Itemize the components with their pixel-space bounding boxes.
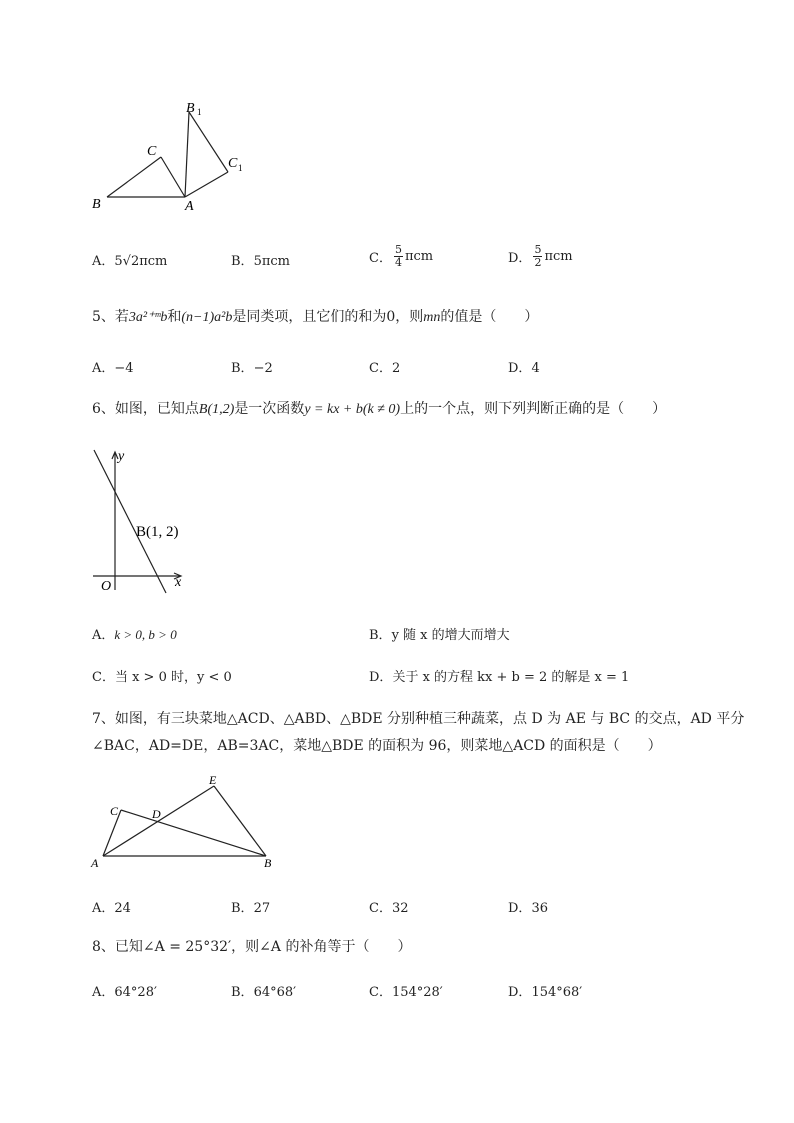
q6-option-c: C．当 x > 0 时，y < 0	[92, 670, 232, 685]
q7-option-a: A．24	[92, 901, 131, 916]
q8-option-a: A．64°28′	[92, 985, 157, 1000]
q4-option-b-text: 5πcm	[253, 254, 290, 269]
label-C: C	[110, 804, 119, 818]
q7-stem-line1: 7、如图，有三块菜地△ACD、△ABD、△BDE 分别种植三种蔬菜，点 D 为 AE 与 BC 的交点，AD 平分	[92, 711, 745, 727]
q5-option-b: B．−2	[231, 361, 273, 376]
segment-EB	[214, 786, 266, 856]
q8-option-d: D．154°68′	[508, 985, 583, 1000]
label-point-B: B(1, 2)	[136, 524, 179, 540]
q6-option-a: A．k > 0, b > 0	[92, 627, 177, 643]
segment-CB	[121, 810, 266, 856]
label-C: C	[147, 144, 157, 159]
label-A: A	[185, 199, 194, 214]
q4-option-d: D． 5 2 πcm	[508, 243, 573, 269]
segment-BC	[107, 157, 161, 197]
q7-option-d: D．36	[508, 901, 548, 916]
label-y: y	[118, 449, 125, 464]
q6-figure	[88, 445, 198, 595]
segment-B1C1	[189, 112, 228, 172]
q6-option-b: B．y 随 x 的增大而增大	[369, 628, 510, 643]
function-line	[94, 450, 166, 593]
q4-option-a: A．5√2πcm	[92, 254, 168, 269]
segment-CA	[161, 157, 185, 197]
q7-stem-line2: ∠BAC，AD=DE，AB=3AC，菜地△BDE 的面积为 96，则菜地△ACD 的面积是（ ）	[92, 738, 662, 754]
label-A: A	[91, 856, 99, 870]
q7-option-c: C．32	[369, 901, 409, 916]
label-C1: C	[228, 156, 238, 171]
q7-option-b: B．27	[231, 901, 271, 916]
q6-stem: 6、如图，已知点B(1,2)是一次函数y = kx + b(k ≠ 0)上的一个点，则下列判断正确的是（ ）	[92, 401, 667, 417]
label-E: E	[209, 773, 217, 787]
label-C1-sub: 1	[238, 163, 243, 173]
label-B: B	[264, 856, 272, 870]
q7-figure	[88, 770, 283, 870]
q8-option-b: B．64°68′	[231, 985, 297, 1000]
q4-option-c: C． 5 4 πcm	[369, 243, 434, 269]
segment-AC1	[185, 172, 228, 197]
q5-stem: 5、若3a²⁺ᵐb和(n−1)a²b是同类项，且它们的和为0，则mn的值是（ ）	[92, 309, 539, 325]
q4-option-a-text: 5√2πcm	[114, 254, 168, 269]
fraction: 5 4	[394, 243, 402, 269]
q8-option-c: C．154°28′	[369, 985, 443, 1000]
label-B1-sub: 1	[197, 107, 202, 117]
q5-option-a: A．−4	[92, 361, 134, 376]
q5-option-d: D．4	[508, 361, 540, 376]
q4-figure	[85, 95, 255, 220]
label-B1: B	[186, 101, 195, 116]
label-x: x	[175, 575, 182, 590]
q4-option-b: B．5πcm	[231, 254, 290, 269]
segment-AB1	[185, 112, 189, 197]
segment-AE	[103, 786, 214, 856]
label-D: D	[152, 807, 161, 821]
label-B: B	[92, 197, 101, 212]
label-origin: O	[101, 579, 112, 594]
q8-stem: 8、已知∠A = 25°32′，则∠A 的补角等于（ ）	[92, 939, 412, 955]
q6-option-d: D．关于 x 的方程 kx + b = 2 的解是 x = 1	[369, 670, 630, 685]
fraction: 5 2	[534, 243, 542, 269]
q5-option-c: C．2	[369, 361, 401, 376]
